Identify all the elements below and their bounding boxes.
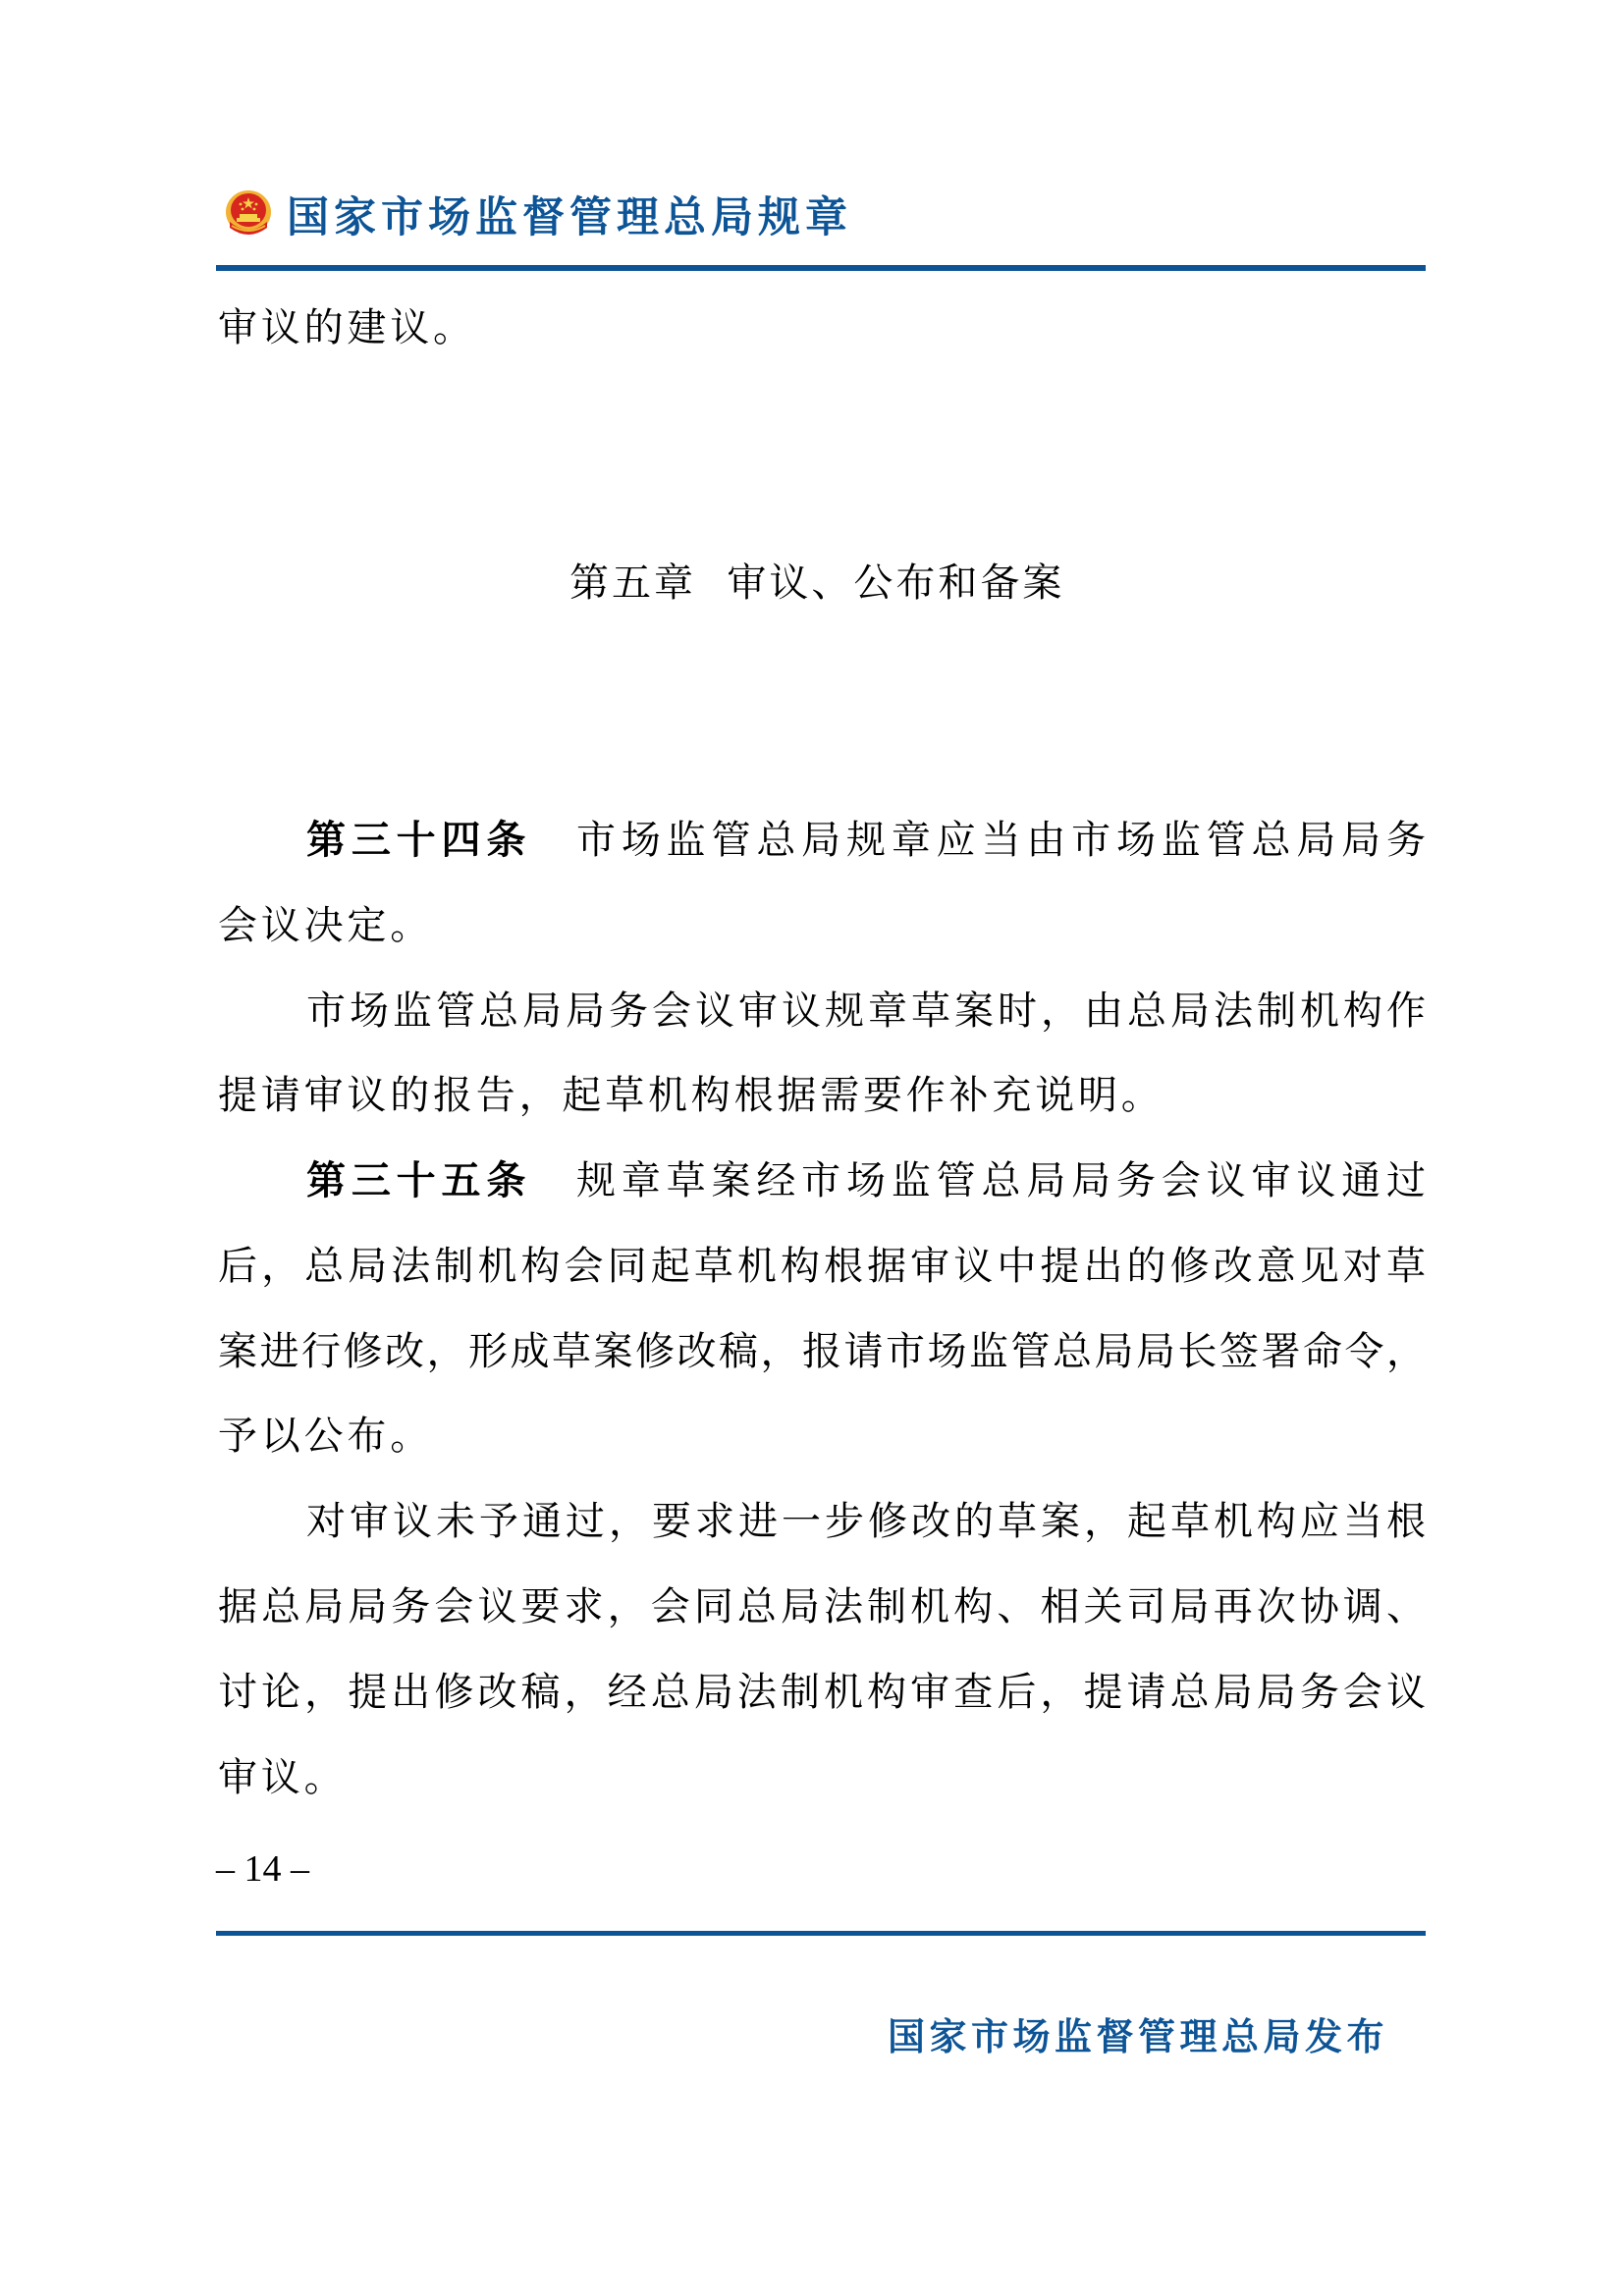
article-label: 第三十四条 — [306, 818, 532, 863]
footer-publisher: 国家市场监督管理总局发布 — [888, 2015, 1389, 2058]
page-number: – 14 – — [216, 1848, 309, 1890]
paragraph-line: 对审议未予通过，要求进一步修改的草案，起草机构应当根 — [306, 1499, 1426, 1544]
header-divider — [216, 265, 1426, 271]
header-title: 国家市场监督管理总局规章 — [287, 193, 852, 242]
footer-divider — [216, 1931, 1426, 1936]
paragraph-line: 提请审议的报告，起草机构根据需要作补充说明。 — [218, 1073, 1164, 1118]
paragraph-line: 讨论，提出修改稿，经总局法制机构审查后，提请总局局务会议 — [218, 1670, 1426, 1715]
paragraph-line: 市场监管总局局务会议审议规章草案时，由总局法制机构作 — [306, 988, 1426, 1034]
national-emblem-icon — [222, 188, 275, 240]
paragraph-line: 案进行修改，形成草案修改稿，报请市场监管总局局长签署命令， — [218, 1329, 1426, 1374]
chapter-title: 第五章 审议、公布和备案 — [569, 561, 1065, 606]
continuation-text: 审议的建议。 — [218, 305, 476, 350]
paragraph-line: 后，总局法制机构会同起草机构根据审议中提出的修改意见对草 — [218, 1244, 1426, 1289]
article-label: 第三十五条 — [306, 1158, 532, 1203]
article-35-line-1 — [218, 1151, 1426, 1210]
article-text: 规章草案经市场监管总局局务会议审议通过 — [570, 1158, 1427, 1203]
paragraph-line: 予以公布。 — [218, 1414, 433, 1459]
paragraph-line: 审议。 — [218, 1755, 348, 1800]
article-34-line-2: 会议决定。 — [218, 903, 433, 948]
article-text: 市场监管总局规章应当由市场监管总局局务 — [570, 818, 1427, 863]
paragraph-line: 据总局局务会议要求，会同总局法制机构、相关司局再次协调、 — [218, 1584, 1426, 1629]
article-34-line-1 — [218, 811, 1426, 870]
